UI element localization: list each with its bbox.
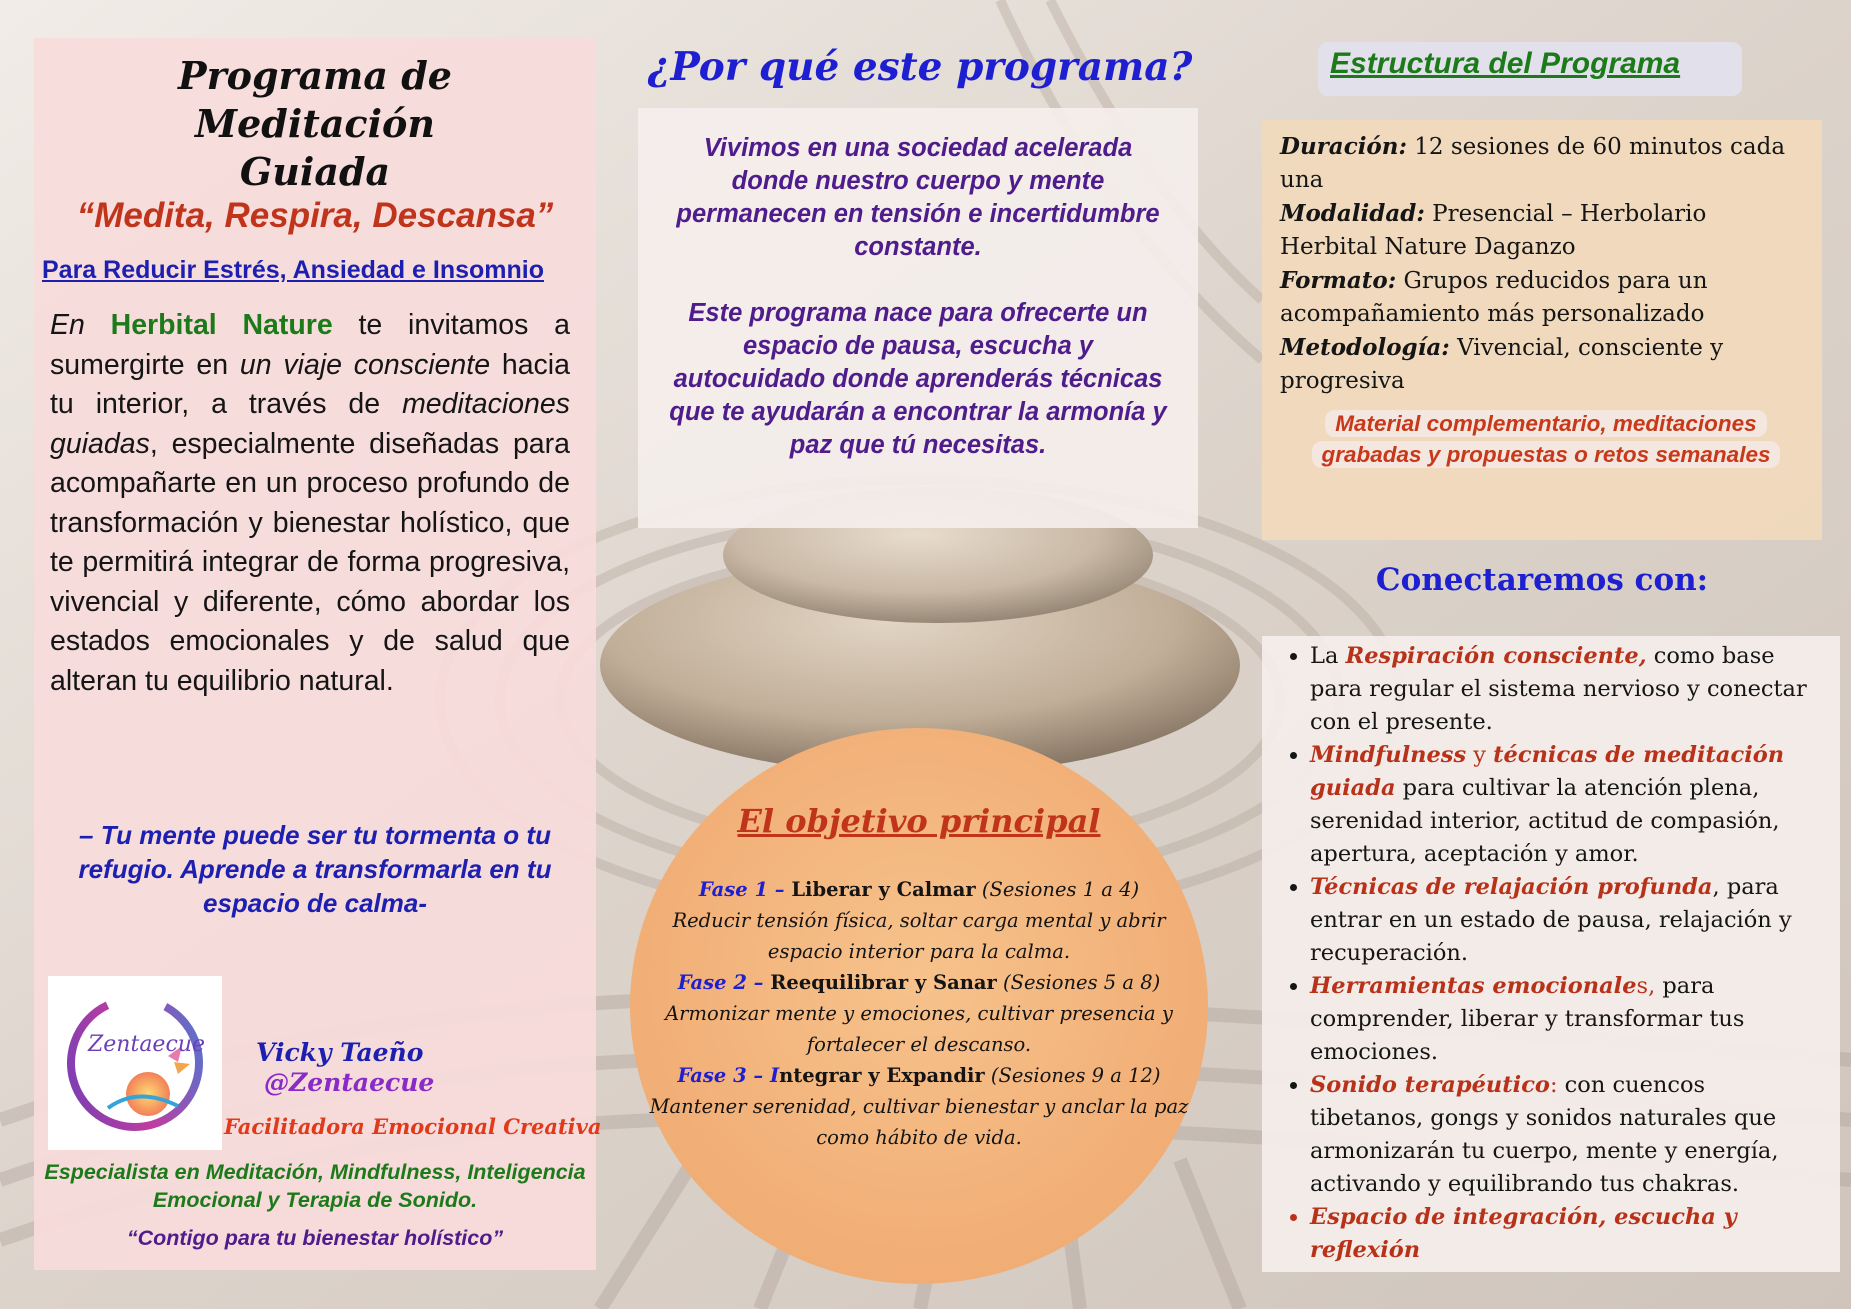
why-paragraph: Este programa nace para ofrecerte un espacio de pausa, escucha y autocuidado donde aprenderás técnicas que te ayudarán a encontrar la armonía y paz que tú necesitas. <box>669 299 1167 459</box>
item-text: para comprender, liberar y transformar tus emociones. <box>1310 973 1745 1065</box>
structure-key: Duración: <box>1280 133 1407 160</box>
intro-paragraph <box>50 306 570 701</box>
phase-name: Reequilibrar y Sanar <box>770 971 997 994</box>
connect-title: Conectaremos con: <box>1375 562 1709 598</box>
author-role: Facilitadora Emocional Creativa <box>224 1114 602 1139</box>
connect-box <box>1262 636 1840 1272</box>
material-text: Material complementario, meditaciones grabadas y propuestas o retos semanales <box>1312 410 1781 468</box>
intro-text: te invitamos a sumergirte en <box>50 309 570 381</box>
phase-sessions: (Sesiones 9 a 12) <box>984 1064 1161 1087</box>
phase-item <box>640 874 1198 967</box>
list-item <box>1310 640 1822 739</box>
specialist-text: Especialista en Meditación, Mindfulness, Inteligencia Emocional y Terapia de Sonido. <box>44 1160 586 1212</box>
phase-label: Fase 2 – <box>677 971 771 994</box>
connect-list <box>1262 640 1822 1267</box>
structure-key: Formato: <box>1280 267 1397 294</box>
phase-desc: Armonizar mente y emociones, cultivar presencia y fortalecer el descanso. <box>665 1002 1173 1056</box>
item-text: s, <box>1636 973 1663 999</box>
why-paragraph: Vivimos en una sociedad acelerada donde nuestro cuerpo y mente permanecen en tensión e incertidumbre constante. <box>676 134 1160 261</box>
motto: “Contigo para tu bienestar holístico” <box>126 1226 504 1250</box>
title-line: Programa de <box>178 53 452 98</box>
list-item <box>1310 1069 1822 1201</box>
phase-sessions: (Sesiones 5 a 8) <box>996 971 1161 994</box>
structure-item <box>1280 264 1808 331</box>
structure-value: Grupos reducidos para un acompañamiento más personalizado <box>1280 268 1708 327</box>
author-name: Vicky Taeño <box>256 1038 424 1067</box>
structure-value: 12 sesiones de 60 minutos cada una <box>1280 134 1786 193</box>
phase-label: Fase 1 – <box>698 878 792 901</box>
author-handle[interactable]: @Zentaecue <box>264 1068 435 1097</box>
phase-desc: Mantener serenidad, cultivar bienestar y anclar la paz como hábito de vida. <box>649 1095 1189 1149</box>
item-highlight: Mindfulness <box>1310 742 1467 768</box>
item-highlight: Sonido terapéutico <box>1310 1072 1550 1098</box>
intro-text: En <box>50 309 111 341</box>
phase-desc: Reducir tensión física, soltar carga mental y abrir espacio interior para la calma. <box>672 909 1166 963</box>
item-text: : <box>1549 1072 1558 1098</box>
objective-title: El objetivo principal <box>737 802 1101 840</box>
subtitle-link[interactable]: Para Reducir Estrés, Ansiedad e Insomnio <box>42 256 545 284</box>
phase-item <box>640 967 1198 1060</box>
phase-item <box>640 1060 1198 1153</box>
phase-name: ntegrar y Expandir <box>779 1064 985 1087</box>
logo-lettering: Zentaecue <box>88 1032 205 1057</box>
item-text: y <box>1466 742 1494 768</box>
structure-box <box>1262 120 1822 540</box>
phase-sessions: (Sesiones 1 a 4) <box>975 878 1140 901</box>
item-text: La <box>1310 643 1346 669</box>
intro-text: , especialmente diseñadas para acompañarte en un proceso profundo de transformación y bienestar holístico, que te permitirá integrar de forma progresiva, vivencial y diferente, cómo abordar los estados emocionales y de salud que alteran tu equilibrio natural. <box>50 427 570 697</box>
item-highlight: técnicas de meditación guiada <box>1310 742 1785 801</box>
structure-item <box>1280 130 1808 197</box>
structure-item <box>1280 197 1808 264</box>
quote: – Tu mente puede ser tu tormenta o tu refugio. Aprende a transformarla en tu espacio de calma- <box>78 820 552 918</box>
intro-text: hacia tu interior, a través de <box>50 348 570 420</box>
intro-emphasis: meditaciones guiadas <box>50 388 570 460</box>
zentaecue-logo <box>48 976 222 1150</box>
item-highlight: Respiración consciente, <box>1345 643 1647 669</box>
item-text: con cuencos tibetanos, gongs y sonidos naturales que armonizarán tu cuerpo, mente y energía, activando y equilibrando tus chakras. <box>1310 1072 1779 1197</box>
list-item <box>1310 970 1822 1069</box>
structure-title: Estructura del Programa <box>1330 47 1681 80</box>
structure-value: Presencial – Herbolario Herbital Nature Daganzo <box>1280 201 1707 260</box>
item-text: como base para regular el sistema nervioso y conectar con el presente. <box>1310 643 1807 735</box>
phase-name: Liberar y Calmar <box>791 878 976 901</box>
material-note <box>1298 408 1794 470</box>
program-title <box>34 52 596 196</box>
slogan: “Medita, Respira, Descansa” <box>76 196 554 235</box>
brand-name: Herbital Nature <box>110 309 333 341</box>
item-highlight: Herramientas emocionale <box>1310 973 1637 999</box>
structure-value: Vivencial, consciente y progresiva <box>1280 335 1724 394</box>
list-item <box>1310 871 1822 970</box>
phases-list <box>640 874 1198 1153</box>
item-text: para cultivar la atención plena, serenidad interior, actitud de compasión, apertura, aceptación y amor. <box>1310 775 1780 867</box>
phase-label: Fase 3 – I <box>677 1064 780 1087</box>
list-item <box>1310 1201 1822 1267</box>
item-highlight: Técnicas de relajación profunda <box>1310 874 1713 900</box>
intro-emphasis: un viaje consciente <box>239 348 491 381</box>
left-panel <box>34 38 602 1270</box>
structure-key: Metodología: <box>1280 334 1450 361</box>
list-item <box>1310 739 1822 871</box>
title-line: Meditación <box>195 101 435 146</box>
why-box <box>638 108 1198 528</box>
why-title: ¿Por qué este programa? <box>647 44 1193 90</box>
structure-key: Modalidad: <box>1280 200 1425 227</box>
item-highlight: Espacio de integración, escucha y reflexión <box>1310 1204 1737 1263</box>
structure-item <box>1280 331 1808 398</box>
title-line: Guiada <box>239 149 391 194</box>
item-text: , para entrar en un estado de pausa, relajación y recuperación. <box>1310 874 1792 966</box>
